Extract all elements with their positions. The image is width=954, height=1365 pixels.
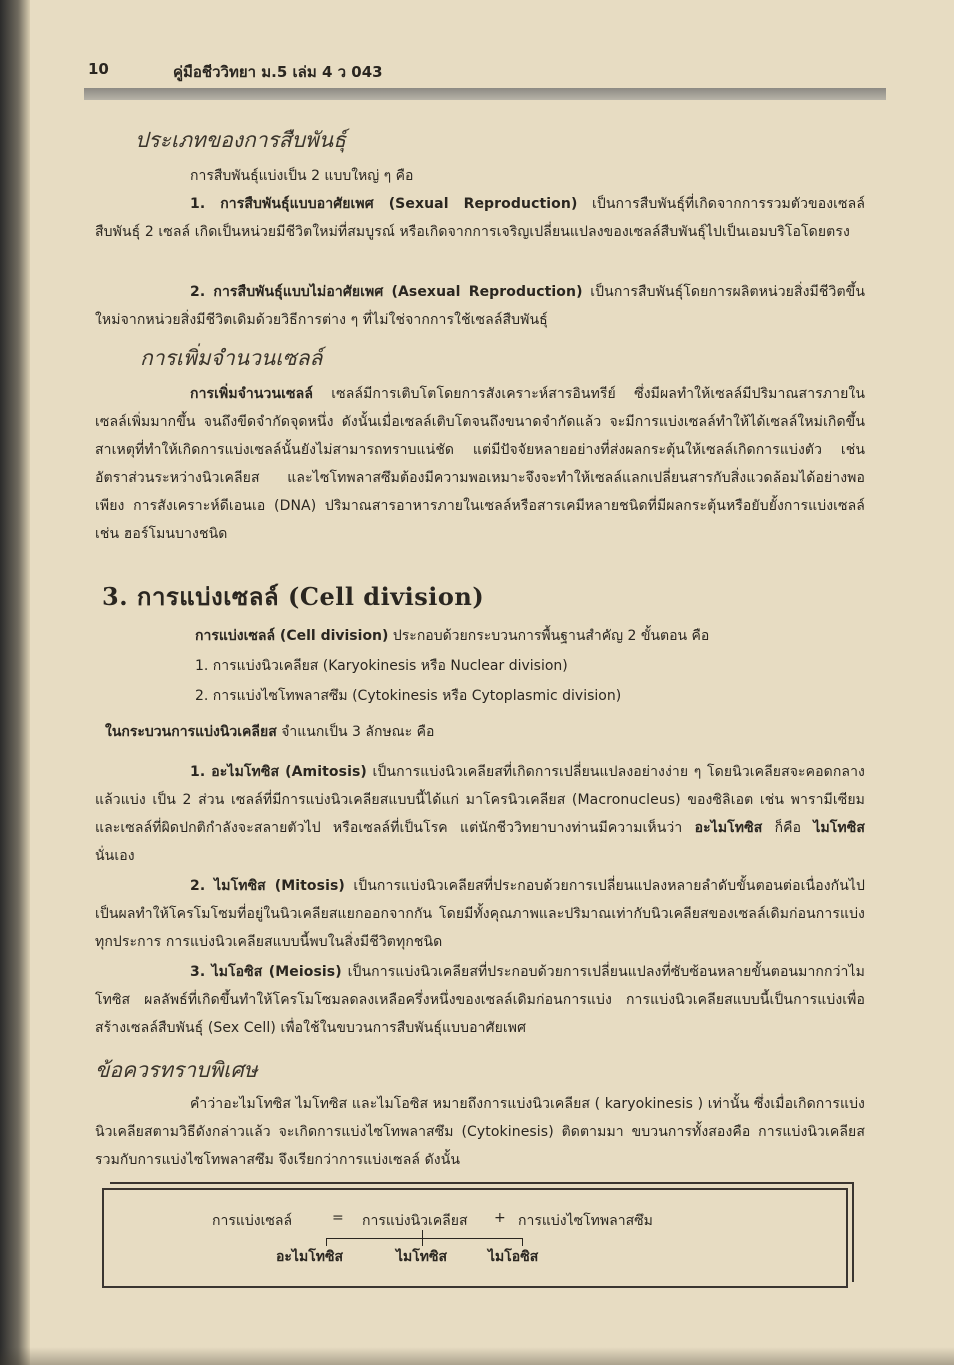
body-text: เป็นการแบ่งนิวเคลียสที่เกิดการเปลี่ยนแปลงอย่างง่าย ๆ โดยนิวเคลียสจะคอดกลางแล้วแบ่ง เป็น 2 ส่วน เซลล์ที่มีการแบ่งนิวเคลียสแบบนี้ได้แก่ มาโครนิวเคลียส (Macronucleus) ของซิลิเอต เช่น พารามีเซียม และเซลล์ที่ผิดปกติกำลังจะสลายตัวไป หรือเซลล์ที่เป็นโรค แต่นักชีววิทยาบางท่านมีความเห็นว่า (95, 764, 865, 836)
tree-leg-center (422, 1238, 423, 1246)
paragraph-text: คำว่าอะไมโทซิส ไมโทซิส และไมโอซิส หมายถึงการแบ่งนิวเคลียส ( karyokinesis ) เท่านั้น ซึ่งเมื่อเกิดการแบ่งนิวเคลียสตามวิธีดังกล่าวแล้ว จะเกิดการแบ่งไซโทพลาสซึม (Cytokinesis) ติดตามมา ขบวนการทั้งสองคือ การแบ่งนิวเคลียสรวมกับการแบ่งไซโทพลาสซึม จึงเรียกว่าการแบ่งเซลล์ ดังนั้น (95, 1096, 865, 1168)
equation-plus: + (494, 1210, 506, 1226)
equation-sub-mitosis: ไมโทซิส (396, 1249, 448, 1265)
page-bottom-shadow (0, 1347, 954, 1365)
paragraph-amitosis (95, 758, 865, 870)
body-text: เป็นการสืบพันธุ์ที่เกิดจากการรวมตัวของเซลล์สืบพันธุ์ 2 เซลล์ เกิดเป็นหน่วยมีชีวิตใหม่ที่สมบูรณ์ หรือเกิดจากการเจริญเปลี่ยนแปลงของเซลล์สืบพันธุ์ไปเป็นเอมบริโอโดยตรง (95, 196, 865, 240)
tree-branch (326, 1238, 522, 1239)
body-text: นั่นเอง (95, 848, 135, 864)
intro-text: การสืบพันธุ์แบ่งเป็น 2 แบบใหญ่ ๆ คือ (190, 168, 414, 184)
paragraph-text (95, 872, 865, 956)
paragraph-text (95, 958, 865, 1042)
division-intro (95, 622, 865, 710)
tree-stem (422, 1230, 423, 1238)
paragraph-meiosis (95, 958, 865, 1042)
section-cell-increase (95, 344, 865, 372)
intro-line (95, 622, 865, 650)
term-bold: 1. อะไมโทซิส (Amitosis) (190, 764, 367, 780)
body-text: เป็นการแบ่งนิวเคลียสที่ประกอบด้วยการเปลี่ยนแปลงหลายลำดับขั้นตอนต่อเนื่องกันไป เป็นผลทำให้โครโมโซมที่อยู่ในนิวเคลียสแยกออกจากกัน โดยมีทั้งคุณภาพและปริมาณเท่ากับนิวเคลียสของเซลล์เดิมก่อนการแบ่งทุกประการ การแบ่งนิวเคลียสแบบนี้พบในสิ่งมีชีวิตทุกชนิด (95, 878, 866, 950)
tree-leg-left (326, 1238, 327, 1246)
equation-sub-amitosis: อะไมโทซิส (276, 1249, 343, 1265)
equation-term-cytoplasm: การแบ่งไซโทพลาสซึม (518, 1213, 653, 1229)
paragraph-mitosis (95, 872, 865, 956)
term-bold: การแบ่งเซลล์ (Cell division) (195, 628, 389, 644)
step-2: 2. การแบ่งไซโทพลาสซึม (Cytokinesis หรือ Cytoplasmic division) (195, 688, 622, 704)
term-bold: 1. การสืบพันธุ์แบบอาศัยเพศ (Sexual Reproduction) (190, 196, 578, 212)
book-title: คู่มือชีววิทยา ม.5 เล่ม 4 ว 043 (173, 63, 383, 81)
nuclear-division-intro (105, 718, 875, 746)
term-bold: ในกระบวนการแบ่งนิวเคลียส (105, 724, 277, 740)
term-bold: ไมโทซิส (813, 820, 865, 836)
intro-line (105, 718, 875, 746)
body-text: เป็นการสืบพันธุ์โดยการผลิตหน่วยสิ่งมีชีวิตขึ้นใหม่จากหน่วยสิ่งมีชีวิตเดิมด้วยวิธีการต่าง ๆ ที่ไม่ใช่จากการใช้เซลล์สืบพันธุ์ (95, 284, 865, 328)
paragraph-sexual (95, 190, 865, 246)
term-bold: 2. การสืบพันธุ์แบบไม่อาศัยเพศ (Asexual Reproduction) (190, 284, 583, 300)
term-bold: 3. ไมโอซิส (Meiosis) (190, 964, 342, 980)
term-bold: การเพิ่มจำนวนเซลล์ (190, 386, 314, 402)
page-binding-shadow (0, 0, 30, 1365)
section-title: ข้อควรทราบพิเศษ (95, 1058, 258, 1082)
body-text: เซลล์มีการเติบโตโดยการสังเคราะห์สารอินทรีย์ ซึ่งมีผลทำให้เซลล์มีปริมาณสารภายในเซลล์เพิ่มมากขึ้น จนถึงขีดจำกัดจุดหนึ่ง ดังนั้นเมื่อเซลล์เติบโตจนถึงขนาดจำกัดแล้ว จะมีการแบ่งเซลล์ทำให้ได้เซลล์ใหม่เกิดขึ้น สาเหตุที่ทำให้เกิดการแบ่งเซลล์นั้นยังไม่สามารถทราบแน่ชัด แต่มีปัจจัยหลายอย่างที่ส่งผลกระตุ้นให้เซลล์เกิดการแบ่งตัว เช่น อัตราส่วนระหว่างนิวเคลียส และไซโทพลาสซึมต้องมีความพอเหมาะจึงจะทำให้เซลล์แลกเปลี่ยนสารกับสิ่งแวดล้อมได้อย่างพอเพียง การสังเคราะห์ดีเอนเอ (DNA) ปริมาณสารอาหารภายในเซลล์หรือสารเคมีหลายชนิดที่มีผลกระตุ้นหรือยับยั้งการแบ่งเซลล์ เช่น ฮอร์โมนบางชนิด (95, 386, 865, 542)
paragraph-text (95, 190, 865, 246)
paragraph-text (95, 758, 865, 870)
paragraph-asexual (95, 278, 865, 334)
paragraph-text (95, 380, 865, 548)
page-number: 10 (88, 60, 109, 78)
equation-box (102, 1188, 848, 1288)
body-text: ประกอบด้วยกระบวนการพื้นฐานสำคัญ 2 ขั้นตอน คือ (388, 628, 710, 644)
body-text: ก็คือ (762, 820, 814, 836)
reproduction-intro (95, 162, 865, 190)
body-text: เป็นการแบ่งนิวเคลียสที่ประกอบด้วยการเปลี่ยนแปลงที่ซับซ้อนหลายขั้นตอนมากกว่าไมโทซิส ผลลัพธ์ที่เกิดขึ้นทำให้โครโมโซมลดลงเหลือครึ่งหนึ่งของเซลล์เดิมก่อนการแบ่ง การแบ่งนิวเคลียสแบบนี้เป็นการแบ่งเพื่อสร้างเซลล์สืบพันธุ์ (Sex Cell) เพื่อใช้ในขบวนการสืบพันธุ์แบบอาศัยเพศ (95, 964, 865, 1036)
section-cell-division (102, 580, 872, 614)
tree-leg-right (522, 1238, 523, 1246)
term-bold: 2. ไมโทซิส (Mitosis) (190, 878, 345, 894)
paragraph-text (95, 278, 865, 334)
section-title: ประเภทของการสืบพันธุ์ (135, 128, 346, 152)
equation-term-nuclear: การแบ่งนิวเคลียส (362, 1213, 468, 1229)
term-bold: อะไมโทซิส (694, 820, 763, 836)
section-title: การเพิ่มจำนวนเซลล์ (140, 346, 323, 370)
paragraph-cell-increase (95, 380, 865, 548)
section-heading: 3. การแบ่งเซลล์ (Cell division) (102, 582, 485, 611)
equation-equals: = (332, 1210, 344, 1226)
equation-sub-meiosis: ไมโอซิส (488, 1249, 539, 1265)
equation-lhs: การแบ่งเซลล์ (212, 1213, 293, 1229)
body-text: จำแนกเป็น 3 ลักษณะ คือ (276, 724, 435, 740)
section-reproduction-types (95, 126, 865, 154)
section-special-note (95, 1056, 865, 1084)
header-rule (84, 88, 886, 100)
paragraph-note (95, 1090, 865, 1174)
running-header (88, 60, 888, 84)
step-1: 1. การแบ่งนิวเคลียส (Karyokinesis หรือ Nuclear division) (195, 658, 568, 674)
